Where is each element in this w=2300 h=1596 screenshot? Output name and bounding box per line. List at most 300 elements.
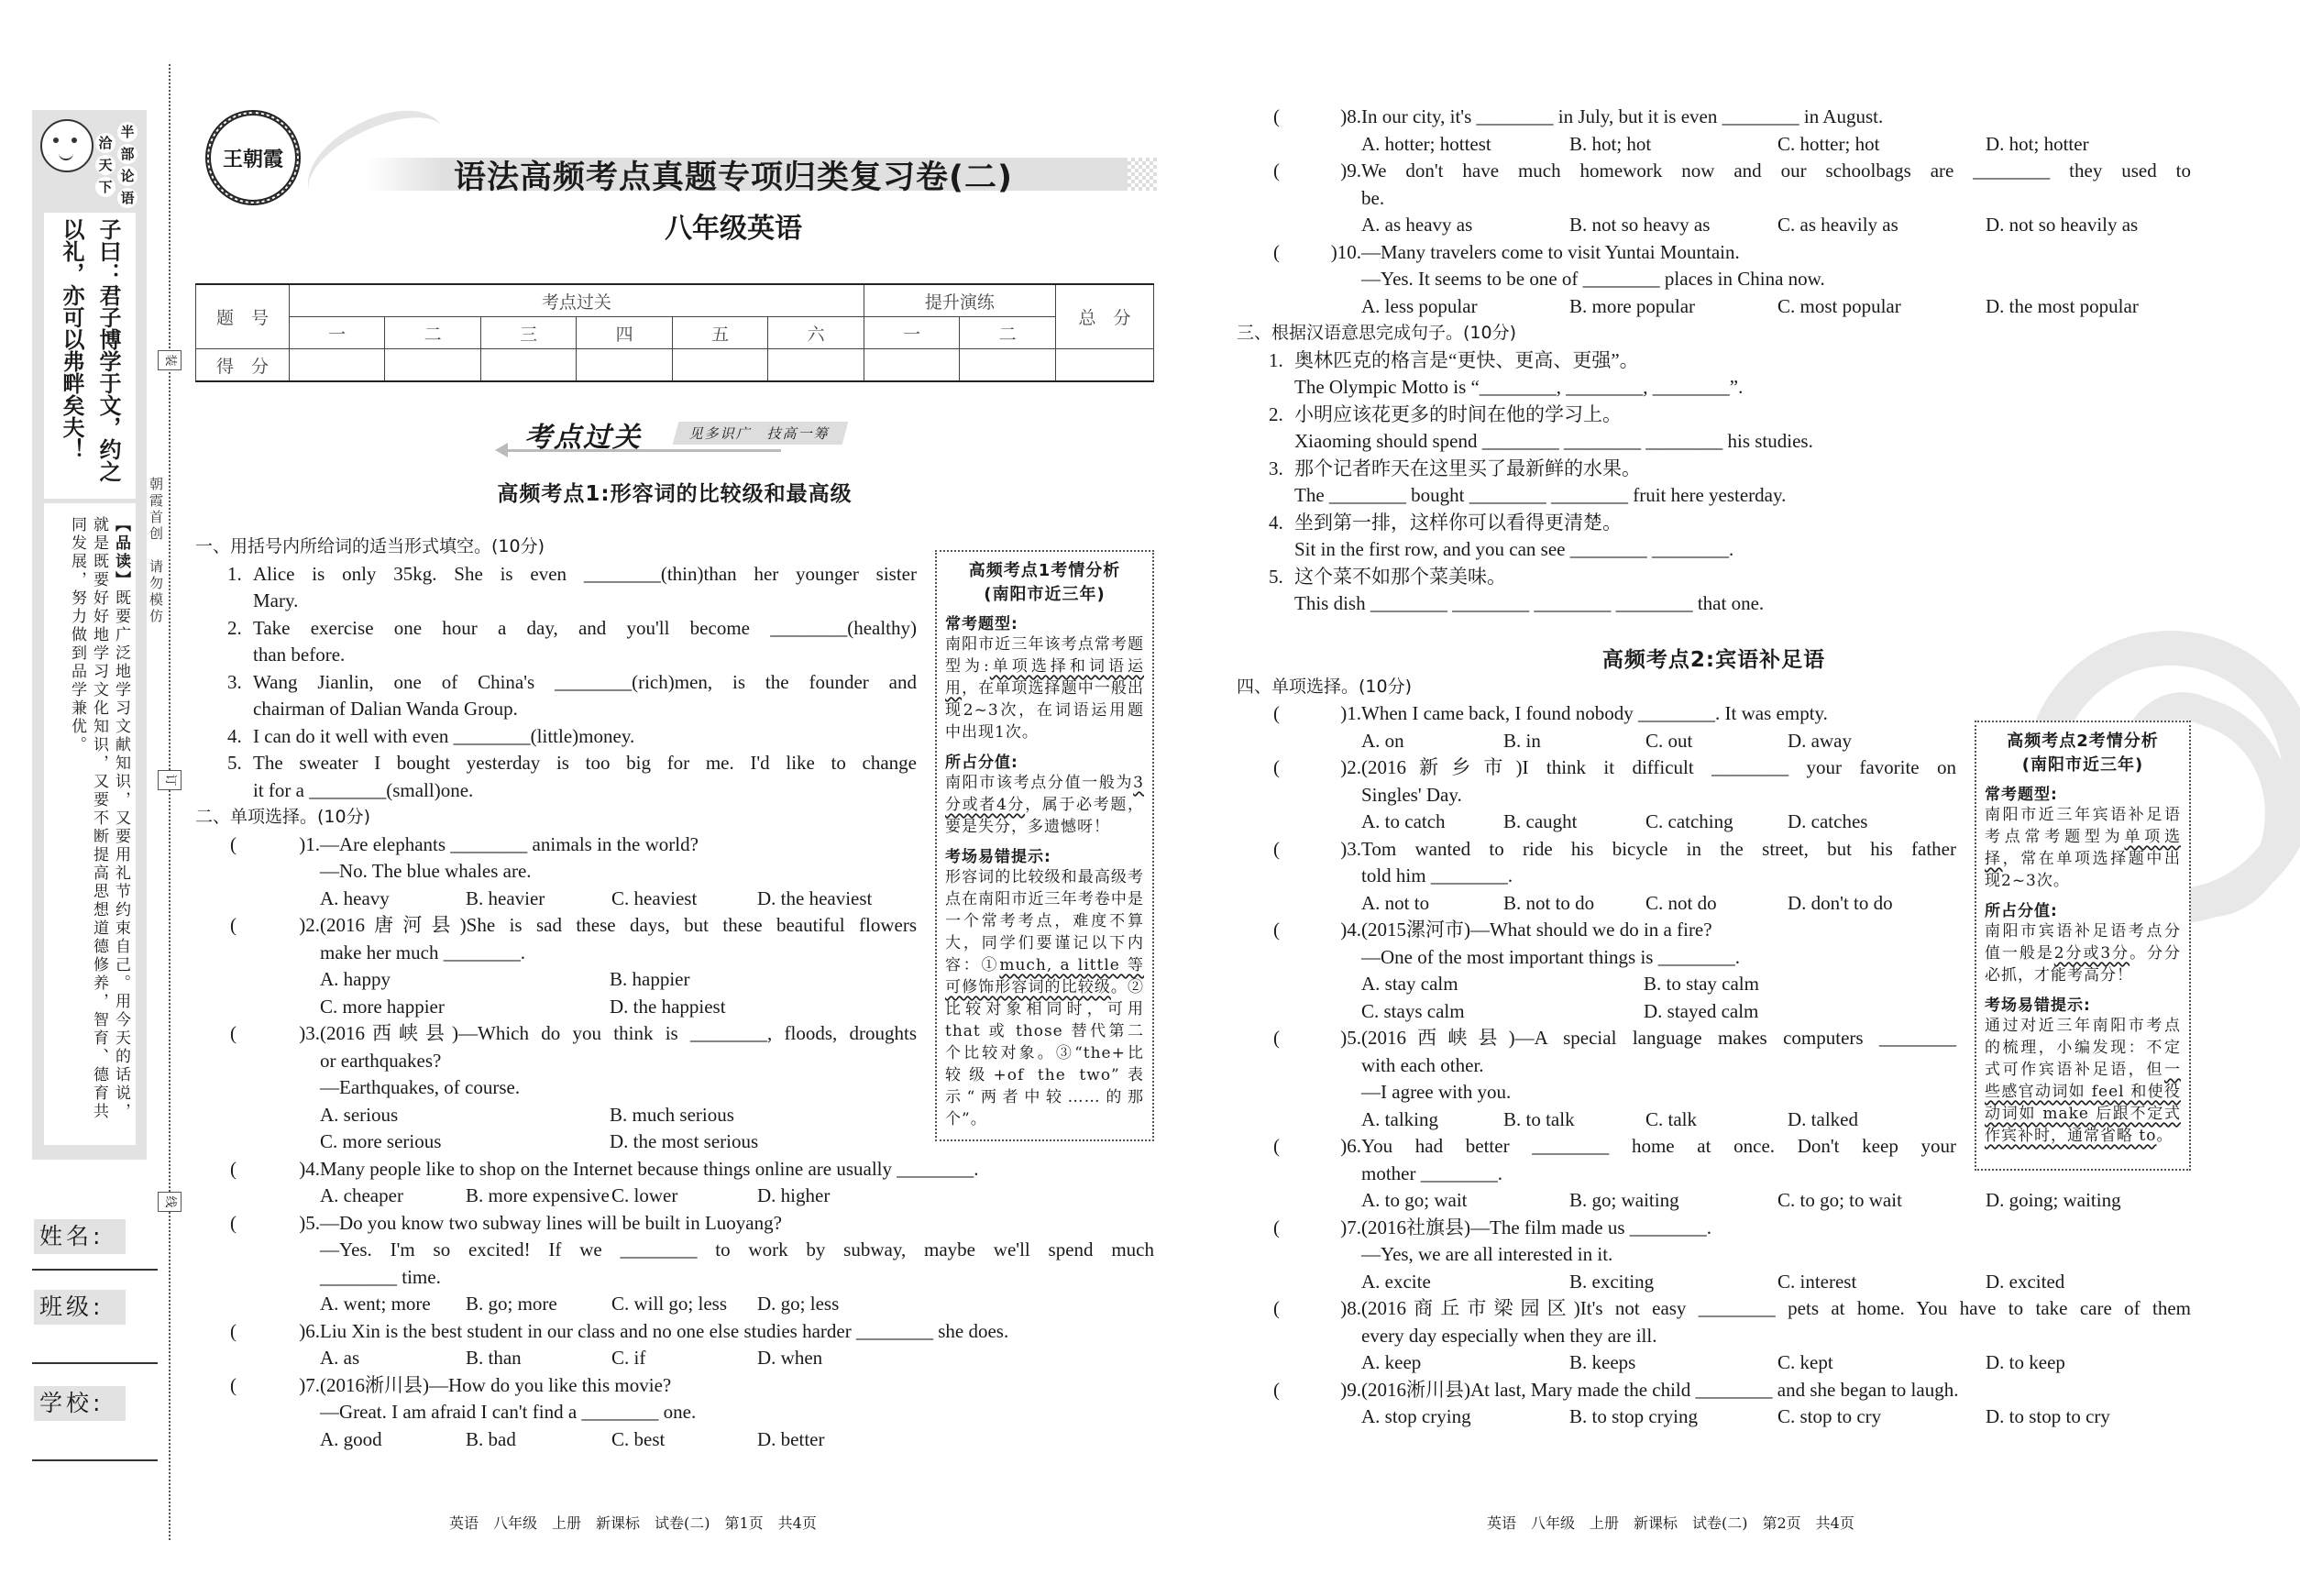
answer-option[interactable]: A. less popular — [1361, 294, 1478, 317]
text-line: chairman of Dalian Wanda Group. — [253, 698, 518, 720]
answer-bracket[interactable] — [1273, 104, 1361, 158]
bracket-open — [230, 1318, 237, 1372]
text-line: ________ time. — [320, 1265, 441, 1288]
question — [195, 1372, 1154, 1454]
box-text: 。②比较对象相同时，可用 that 或 those 替代第二个比较对象。③“the+比较级+of the two”表示“两者中较……的那个”。 — [945, 978, 1145, 1128]
box-subtitle: (南阳市近三年) — [984, 585, 1106, 604]
school-field[interactable] — [32, 1459, 158, 1461]
answer-option[interactable]: D. go; less — [757, 1293, 840, 1315]
question-number-wrap — [1340, 1295, 1361, 1377]
answer-option[interactable]: C. interest — [1777, 1270, 1857, 1293]
binding-cut-line — [169, 64, 171, 1540]
question-body — [320, 831, 917, 913]
answer-bracket[interactable] — [1273, 1025, 1361, 1133]
box-paragraph — [945, 633, 1144, 743]
bracket-open — [1273, 917, 1280, 1025]
answer-option[interactable]: C. if — [611, 1347, 646, 1369]
box-label: 所占分值: — [1985, 902, 2058, 920]
text-line: Singles' Day. — [1361, 783, 1462, 806]
answer-option[interactable]: B. to stop crying — [1569, 1405, 1698, 1427]
right-page-content — [1237, 104, 2191, 1431]
answer-option[interactable]: C. not do — [1645, 891, 1717, 914]
answer-option[interactable]: B. not to do — [1503, 891, 1595, 914]
answer-option[interactable]: C. heaviest — [611, 886, 698, 909]
answer-bracket[interactable] — [1273, 239, 1361, 321]
text-line: —I agree with you. — [1361, 1081, 1512, 1103]
text-line: 那个记者昨天在这里买了最新鲜的水果。 — [1294, 457, 1641, 479]
answer-option[interactable]: C. will go; less — [611, 1293, 728, 1315]
question-number: 8. — [1347, 1297, 1361, 1319]
box-text: 通过对近三年南阳市考点的梳理，小编发现：不定式可作宾语补足语，但 — [1985, 1017, 2181, 1079]
answer-option[interactable]: D. stayed calm — [1644, 999, 1759, 1022]
answer-option[interactable]: B. heavier — [466, 886, 545, 909]
quote-line: 以礼，亦可以弗畔矣夫！ — [59, 218, 84, 460]
bracket-open — [1273, 1215, 1280, 1296]
slogan-char: 天 — [95, 155, 116, 175]
answer-option[interactable]: D. catches — [1788, 810, 1868, 832]
question-body — [1361, 917, 1956, 1025]
answer-option[interactable]: B. caught — [1503, 810, 1578, 832]
answer-option[interactable]: C. as heavily as — [1777, 214, 1898, 236]
box-text: 。分分必抓，才能考高分！ — [1985, 944, 2182, 985]
answer-bracket[interactable] — [1273, 1215, 1361, 1296]
question-body — [320, 1156, 1154, 1210]
score-cell-total[interactable] — [1055, 349, 1153, 382]
banner-subtitle: 见多识广 技高一筹 — [673, 422, 849, 445]
item-text — [1294, 347, 2191, 402]
answer-option[interactable]: A. excite — [1361, 1270, 1431, 1293]
question-body — [320, 1210, 1154, 1318]
text-line: (2015漯河市)—What should we do in a fire? — [1361, 919, 1712, 941]
text-line: be. — [1361, 186, 1385, 209]
fill-item — [1237, 510, 2191, 564]
answer-option[interactable]: A. to catch — [1361, 810, 1446, 832]
page-title: 语法高频考点真题专项归类复习卷(二) — [454, 160, 1013, 196]
box-label: 所占分值: — [945, 754, 1018, 772]
text-line: Liu Xin is the best student in our class and no one else studies harder ________ she does. — [320, 1319, 1009, 1342]
box-subtitle: (南阳市近三年) — [2021, 755, 2144, 775]
text-line: —Many travelers come to visit Yuntai Mountain. — [1361, 240, 1740, 263]
slogan-char: 语 — [117, 188, 138, 208]
bracket-open — [1273, 1295, 1280, 1377]
quote-box — [44, 213, 136, 499]
question-number-wrap — [1340, 1133, 1361, 1215]
answer-options — [1361, 1187, 2121, 1215]
answer-options — [320, 886, 917, 913]
answer-option[interactable]: D. don't to do — [1788, 891, 1893, 914]
text-line: (2016社旗县)—The film made us ________. — [1361, 1216, 1712, 1238]
item-number: 2. — [1269, 402, 1283, 425]
answer-option[interactable]: D. not so heavily as — [1986, 214, 2139, 236]
fill-item — [195, 615, 917, 669]
answer-options — [1361, 728, 1956, 755]
question-body — [1361, 239, 2191, 321]
text-line: I can do it well with even ________(little)money. — [253, 724, 635, 747]
text-line: 坐到第一排，这样你可以看得更清楚。 — [1294, 511, 1622, 534]
text-line: it for a ________(small)one. — [253, 778, 474, 801]
answer-bracket[interactable] — [1273, 917, 1361, 1025]
text-line: make her much ________. — [320, 941, 525, 963]
question-body — [1361, 700, 1956, 754]
answer-option[interactable]: A. went; more — [320, 1293, 431, 1315]
answer-bracket[interactable] — [230, 1156, 320, 1210]
answer-option[interactable]: A. talking — [1361, 1107, 1438, 1130]
bracket-open — [1273, 239, 1280, 321]
fill-item — [195, 669, 917, 723]
text-line: (2016西峡县)—A special language makes computers ________ — [1361, 1027, 1956, 1049]
question-number-wrap — [1331, 239, 1361, 321]
answer-option[interactable]: A. heavy — [320, 886, 390, 909]
answer-bracket[interactable] — [1273, 836, 1361, 918]
answer-option[interactable]: A. to go; wait — [1361, 1189, 1468, 1211]
slogan-column-left — [95, 133, 116, 197]
answer-bracket[interactable] — [230, 1372, 320, 1454]
question-body — [1361, 1377, 2191, 1431]
score-label: 得 分 — [196, 349, 290, 382]
text-line: mother ________. — [1361, 1161, 1502, 1184]
score-cell[interactable] — [480, 349, 577, 382]
question-number-wrap — [299, 1210, 320, 1318]
answer-options — [1361, 1403, 2191, 1431]
item-number: 4. — [227, 724, 242, 747]
answer-bracket[interactable] — [1273, 1295, 1361, 1377]
answer-option[interactable]: B. keeps — [1569, 1351, 1636, 1373]
answer-options — [1361, 809, 1956, 836]
question — [195, 1020, 917, 1156]
answer-option[interactable]: D. excited — [1986, 1270, 2065, 1293]
answer-bracket[interactable] — [1273, 1377, 1361, 1431]
answer-option[interactable]: D. higher — [757, 1184, 831, 1206]
question-number-wrap — [299, 912, 320, 1020]
question — [195, 1318, 1154, 1372]
topic-heading: 高频考点1:形容词的比较级和最高级 — [497, 482, 853, 506]
answer-option[interactable]: C. stays calm — [1361, 999, 1465, 1022]
reading-body: 既要广泛地学习文献知识，又要用礼节约束自己。用今天的话说，就是既要好好地学习文化知识，又要不断提高思想道德修养，智育、德育共同发展，努力做到品学兼优。 — [68, 516, 130, 1121]
box-text: 南阳市宾语补足语考点分值一般是 — [1985, 922, 2181, 963]
question-number-wrap — [299, 1156, 320, 1210]
answer-option[interactable]: D. the most popular — [1986, 294, 2139, 317]
publisher-logo — [205, 110, 301, 205]
binding-mark: 线 — [158, 1192, 182, 1212]
answer-option[interactable]: A. serious — [320, 1103, 399, 1126]
answer-option[interactable]: D. when — [757, 1347, 823, 1369]
score-cell[interactable] — [672, 349, 768, 382]
box-text: ，在单项选择题中一般出现2~3次，在词语运用题中出现1次。 — [945, 679, 1145, 742]
question-body — [320, 912, 917, 1020]
answer-option[interactable]: B. than — [466, 1347, 522, 1369]
answer-option[interactable]: A. on — [1361, 729, 1404, 752]
question-number-wrap — [1340, 754, 1361, 836]
question-number: 9. — [1347, 160, 1361, 182]
logo-text: 王朝霞 — [222, 147, 283, 171]
answer-options — [1361, 1269, 2191, 1296]
text-line: 小明应该花更多的时间在他的学习上。 — [1294, 402, 1622, 425]
answer-option[interactable]: D. the heaviest — [757, 886, 873, 909]
question — [1237, 754, 1956, 836]
slogan-column-right — [117, 122, 138, 208]
question — [1237, 700, 1956, 754]
box-text-emphasis: 一些感官动词如 feel 和使役动词如 make 后跟不定式作宾补时，通常省略 to — [1985, 1061, 2181, 1145]
text-line: —Yes. I'm so excited! If we ________ to work by subway, maybe we'll spend much — [320, 1238, 1154, 1260]
reading-label: 【品读】 — [112, 516, 130, 589]
section-heading: 四、单项选择。(10分) — [1237, 676, 1413, 697]
answer-bracket[interactable] — [230, 831, 320, 913]
question-number: 7. — [305, 1373, 320, 1396]
item-number: 5. — [1269, 565, 1283, 588]
analysis-box — [1975, 721, 2191, 1171]
text-line: The Olympic Motto is “________, ________, ________”. — [1294, 376, 1744, 398]
answer-option[interactable]: B. in — [1503, 729, 1541, 752]
box-paragraph — [1985, 920, 2181, 986]
fill-item — [1237, 347, 2191, 402]
item-text — [253, 750, 917, 804]
class-field[interactable] — [32, 1362, 158, 1364]
answer-option[interactable]: A. as — [320, 1347, 360, 1369]
question-number: 3. — [1347, 837, 1361, 860]
score-table — [195, 283, 1154, 382]
box-label: 常考题型: — [1985, 786, 2058, 804]
answer-option[interactable]: A. hotter; hottest — [1361, 132, 1491, 155]
slogan-char: 部 — [117, 144, 138, 164]
group-header: 提升演练 — [864, 284, 1055, 317]
box-text-emphasis: 2分或3分 — [2053, 944, 2130, 963]
answer-option[interactable]: B. to talk — [1503, 1107, 1575, 1130]
binding-mark: 装 — [158, 350, 182, 370]
answer-option[interactable]: B. more popular — [1569, 294, 1696, 317]
answer-option[interactable]: C. most popular — [1777, 294, 1901, 317]
answer-bracket[interactable] — [230, 1210, 320, 1318]
answer-option[interactable]: D. going; waiting — [1986, 1189, 2121, 1211]
answer-option[interactable]: A. as heavy as — [1361, 214, 1473, 236]
col-header: 一 — [864, 317, 960, 349]
bracket-open — [230, 1020, 237, 1156]
bracket-open — [230, 1372, 237, 1454]
item-number: 1. — [1269, 348, 1283, 371]
question-number: 1. — [305, 832, 320, 855]
answer-options — [320, 1291, 1154, 1318]
answer-option[interactable]: C. kept — [1777, 1351, 1833, 1373]
slogan-char: 半 — [117, 122, 138, 142]
answer-option[interactable]: C. out — [1645, 729, 1693, 752]
item-number: 1. — [227, 562, 242, 585]
answer-option[interactable]: B. more expensive — [466, 1184, 610, 1206]
question-number-wrap — [299, 1020, 320, 1156]
answer-option[interactable]: D. to keep — [1986, 1351, 2065, 1373]
question — [195, 831, 917, 913]
text-line: with each other. — [1361, 1053, 1484, 1076]
score-cell[interactable] — [864, 349, 960, 382]
text-line: You had better ________ home at once. Don't keep your — [1361, 1135, 1956, 1157]
answer-option[interactable]: D. to stop to cry — [1986, 1405, 2110, 1427]
section-heading: 一、用括号内所给词的适当形式填空。(10分) — [195, 536, 545, 556]
page-footer: 英语 八年级 上册 新课标 试卷(二) 第1页 共4页 — [449, 1514, 817, 1532]
total-header: 总 分 — [1055, 284, 1153, 349]
section-banner — [506, 414, 873, 458]
answer-option[interactable]: A. not to — [1361, 891, 1430, 914]
answer-option[interactable]: C. to go; to wait — [1777, 1189, 1902, 1211]
page-footer: 英语 八年级 上册 新课标 试卷(二) 第2页 共4页 — [1487, 1514, 1854, 1532]
answer-option[interactable]: C. best — [611, 1427, 666, 1450]
quote-line: 子曰：君子博学于文，约之 — [95, 218, 121, 482]
item-text — [253, 615, 917, 669]
box-paragraph — [945, 866, 1144, 1130]
answer-option[interactable]: C. hotter; hot — [1777, 132, 1880, 155]
answer-bracket[interactable] — [230, 1020, 320, 1156]
bracket-open — [1273, 158, 1280, 239]
answer-option[interactable]: D. hot; hotter — [1986, 132, 2089, 155]
section-heading: 三、根据汉语意思完成句子。(10分) — [1237, 323, 1517, 343]
text-line: (2016西峡县)—Which do you think is ________, floods, droughts — [320, 1022, 917, 1044]
question-number-wrap — [1340, 1215, 1361, 1296]
question-number-wrap — [1340, 917, 1361, 1025]
question-number: 1. — [1347, 702, 1361, 724]
score-cell[interactable] — [385, 349, 481, 382]
question-number-wrap — [299, 831, 320, 913]
question — [1237, 239, 2191, 321]
col-header: 五 — [672, 317, 768, 349]
box-text: 南阳市近三年该考点常考题型为: — [945, 635, 1144, 676]
item-number: 3. — [1269, 457, 1283, 479]
answer-option[interactable]: B. go; waiting — [1569, 1189, 1679, 1211]
answer-options — [1361, 131, 2191, 159]
text-line: (2016淅川县)—How do you like this movie? — [320, 1373, 672, 1396]
col-header: 一 — [289, 317, 385, 349]
box-text: ，属于必考题，要是失分，多遗憾呀！ — [945, 796, 1144, 836]
col-header: 三 — [480, 317, 577, 349]
text-line: The ________ bought ________ ________ fruit here yesterday. — [1294, 484, 1787, 506]
bracket-open — [1273, 836, 1280, 918]
answer-option[interactable]: D. talked — [1788, 1107, 1858, 1130]
text-line: every day especially when they are ill. — [1361, 1324, 1657, 1347]
question — [1237, 1377, 2191, 1431]
question-number: 2. — [305, 914, 320, 936]
answer-option[interactable]: B. exciting — [1569, 1270, 1655, 1293]
item-text — [1294, 510, 2191, 564]
multiple-choice-list — [1237, 700, 2191, 1431]
text-line: than before. — [253, 644, 346, 666]
text-line: In our city, it's ________ in July, but it is even ________ in August. — [1361, 105, 1884, 127]
answer-option[interactable]: C. catching — [1645, 810, 1733, 832]
answer-option[interactable]: A. stop crying — [1361, 1405, 1471, 1427]
answer-options — [320, 1426, 1154, 1454]
answer-option[interactable]: A. cheaper — [320, 1184, 403, 1206]
question — [1237, 917, 1956, 1025]
answer-bracket[interactable] — [1273, 700, 1361, 754]
question-body — [1361, 104, 2191, 158]
text-line: When I came back, I found nobody ________. It was empty. — [1361, 702, 1828, 724]
question-number: 7. — [1347, 1216, 1361, 1238]
answer-option[interactable]: A. keep — [1361, 1351, 1422, 1373]
question — [1237, 1215, 2191, 1296]
answer-bracket[interactable] — [1273, 754, 1361, 836]
binding-mark: 订 — [158, 770, 182, 790]
answer-options — [1361, 971, 1956, 1025]
box-text-emphasis: 单项选择 — [1985, 828, 2182, 868]
bracket-open — [230, 912, 237, 1020]
answer-option[interactable]: C. more happier — [320, 995, 445, 1018]
answer-option[interactable]: B. hot; hot — [1569, 132, 1652, 155]
text-line: The sweater I bought yesterday is too big for me. I'd like to change — [253, 752, 917, 774]
answer-bracket[interactable] — [230, 1318, 320, 1372]
question-number-wrap — [1340, 1025, 1361, 1133]
box-label: 考场易错提示: — [1985, 996, 2091, 1015]
box-paragraph — [1985, 804, 2181, 892]
score-cell[interactable] — [960, 349, 1056, 382]
question-number: 10. — [1337, 240, 1361, 263]
box-text: 南阳市近三年宾语补足语考点常考题型为 — [1985, 806, 2181, 846]
row-header: 题 号 — [196, 284, 290, 349]
group-header: 考点过关 — [289, 284, 864, 317]
answer-option[interactable]: C. lower — [611, 1184, 678, 1206]
left-page-content — [195, 534, 1154, 1453]
answer-option[interactable]: C. talk — [1645, 1107, 1697, 1130]
answer-options — [320, 1345, 1154, 1372]
answer-bracket[interactable] — [1273, 1133, 1361, 1215]
answer-option[interactable]: B. happier — [610, 968, 690, 990]
answer-options — [320, 1183, 1154, 1210]
answer-bracket[interactable] — [230, 912, 320, 1020]
name-field[interactable] — [32, 1269, 158, 1271]
answer-bracket[interactable] — [1273, 158, 1361, 239]
question-body — [1361, 158, 2191, 239]
question-body — [1361, 1133, 2121, 1215]
answer-option[interactable]: B. much serious — [610, 1103, 734, 1126]
answer-option[interactable]: A. happy — [320, 968, 391, 990]
bracket-open — [1273, 1377, 1280, 1431]
score-cell[interactable] — [577, 349, 673, 382]
question-number: 4. — [305, 1157, 320, 1180]
answer-option[interactable]: D. the happiest — [610, 995, 726, 1018]
item-number: 3. — [227, 670, 242, 693]
bracket-open — [1273, 754, 1280, 836]
box-paragraph — [1985, 1015, 2181, 1147]
answer-option[interactable]: C. more serious — [320, 1130, 442, 1152]
answer-options — [320, 1102, 917, 1156]
page-subtitle: 八年级英语 — [665, 213, 802, 245]
answer-option[interactable]: B. to stay calm — [1644, 973, 1759, 995]
answer-option[interactable]: D. away — [1788, 729, 1852, 752]
answer-option[interactable]: D. the most serious — [610, 1130, 759, 1152]
answer-option[interactable]: B. go; more — [466, 1293, 557, 1315]
question-body — [320, 1020, 917, 1156]
question-body — [320, 1318, 1154, 1372]
answer-option[interactable]: C. stop to cry — [1777, 1405, 1882, 1427]
answer-options — [320, 966, 917, 1020]
answer-option[interactable]: B. not so heavy as — [1569, 214, 1711, 236]
answer-option[interactable]: A. good — [320, 1427, 382, 1450]
question-number-wrap — [1340, 158, 1361, 239]
answer-option[interactable]: D. better — [757, 1427, 825, 1450]
slogan-char: 论 — [117, 166, 138, 186]
answer-option[interactable]: B. bad — [466, 1427, 516, 1450]
score-cell[interactable] — [768, 349, 864, 382]
score-cell[interactable] — [289, 349, 385, 382]
fill-item — [1237, 564, 2191, 618]
question-number: 8. — [1347, 105, 1361, 127]
question-number: 5. — [305, 1211, 320, 1234]
bracket-open — [1273, 1025, 1280, 1133]
translation-list — [1237, 347, 2191, 618]
answer-options — [1361, 293, 2191, 321]
box-text-emphasis: 3分或者4分 — [945, 774, 1144, 814]
reading-text — [66, 503, 136, 1136]
answer-option[interactable]: A. stay calm — [1361, 973, 1458, 995]
item-text — [253, 561, 917, 615]
answer-options — [1361, 212, 2191, 239]
text-line: This dish ________ ________ ________ ________ that one. — [1294, 592, 1765, 614]
box-text: 。 — [2156, 1127, 2173, 1145]
question-number-wrap — [1340, 700, 1361, 754]
